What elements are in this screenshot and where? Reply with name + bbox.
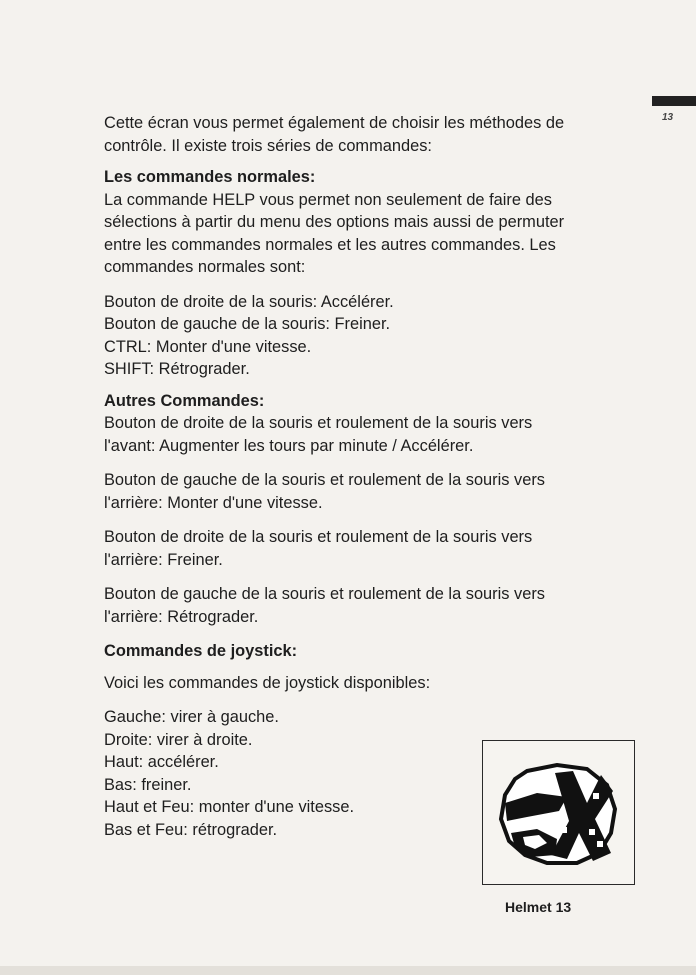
command-item: Bouton de gauche de la souris: Freiner. <box>104 315 391 333</box>
section-heading-normales: Les commandes normales: <box>104 168 316 186</box>
command-item: Gauche: virer à gauche. <box>104 708 279 726</box>
command-item: Haut: accélérer. <box>104 753 219 771</box>
command-item: CTRL: Monter d'une vitesse. <box>104 337 312 356</box>
command-item: Bas et Feu: rétrograder. <box>104 820 278 839</box>
page-tab-mark <box>652 96 696 106</box>
command-item: Bouton de gauche de la souris et roulement de la souris vers <box>104 471 545 489</box>
command-item: Haut et Feu: monter d'une vitesse. <box>104 798 355 816</box>
section-heading-joystick: Commandes de joystick: <box>104 642 298 660</box>
command-item: Droite: virer à droite. <box>104 730 253 749</box>
paragraph-line: entre les commandes normales et les autres commandes. Les <box>104 235 556 254</box>
intro-line: contrôle. Il existe trois séries de commandes: <box>104 136 432 155</box>
command-item: Bouton de gauche de la souris et roulement de la souris vers <box>104 585 545 603</box>
figure-caption: Helmet 13 <box>505 899 572 915</box>
paragraph-line: La commande HELP vous permet non seulement de faire des <box>104 190 552 209</box>
page-bottom-edge <box>0 966 696 975</box>
page-number: 13 <box>662 112 674 123</box>
paragraph-line: sélections à partir du menu des options mais aussi de permuter <box>104 213 565 231</box>
command-item: Bas: freiner. <box>104 775 192 794</box>
command-item: Bouton de droite de la souris et roulement de la souris vers <box>104 414 533 432</box>
command-item: Bouton de droite de la souris: Accélérer. <box>104 292 394 311</box>
section-heading-autres: Autres Commandes: <box>104 391 265 410</box>
command-item: Bouton de droite de la souris et roulement de la souris vers <box>104 528 533 546</box>
page-body <box>104 112 644 841</box>
helmet-icon <box>497 763 619 867</box>
command-item: l'avant: Augmenter les tours par minute / Accélérer. <box>104 436 474 455</box>
normal-commands-list <box>104 291 644 381</box>
command-item: l'arrière: Rétrograder. <box>104 607 259 626</box>
command-item: l'arrière: Freiner. <box>104 550 223 569</box>
command-item: l'arrière: Monter d'une vitesse. <box>104 493 323 512</box>
intro-line: Cette écran vous permet également de choisir les méthodes de <box>104 114 565 132</box>
paragraph-line: commandes normales sont: <box>104 258 306 276</box>
command-item: SHIFT: Rétrograder. <box>104 360 250 378</box>
helmet-image-frame <box>482 740 635 885</box>
joystick-intro: Voici les commandes de joystick disponibles: <box>104 673 431 692</box>
